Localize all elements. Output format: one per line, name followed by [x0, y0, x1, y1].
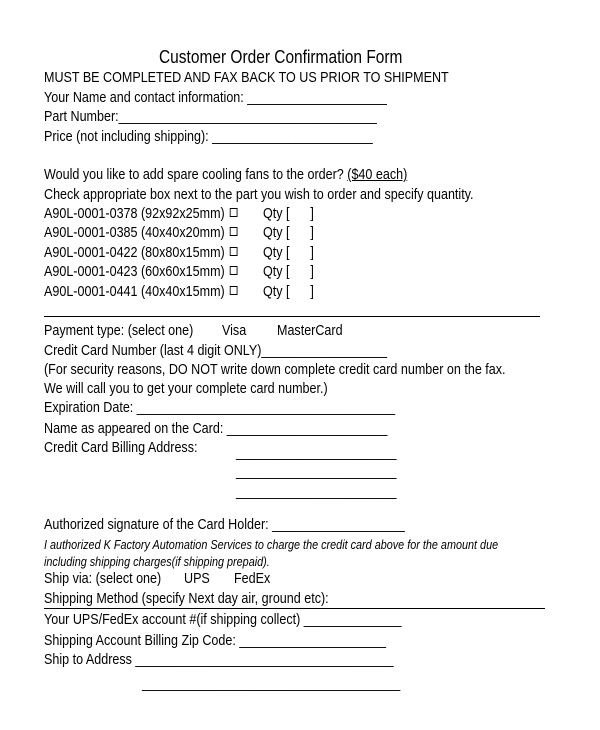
section-divider — [44, 608, 545, 609]
payment-type-row: Payment type: (select one) — [44, 323, 194, 339]
fan-checkbox[interactable] — [230, 208, 238, 217]
fan-part-row: A90L-0001-0441 (40x40x15mm) — [44, 283, 238, 301]
authorization-text-2: including shipping charges(if shipping prepaid). — [44, 555, 270, 569]
billing-zip-field[interactable]: Shipping Account Billing Zip Code: _____________________ — [44, 633, 386, 649]
cc-number-field[interactable]: Credit Card Number (last 4 digit ONLY)__________________ — [44, 343, 388, 359]
billing-address-line[interactable]: _______________________ — [236, 445, 397, 461]
fan-qty-field[interactable]: Qty [ ] — [263, 284, 314, 300]
form-subtitle: MUST BE COMPLETED AND FAX BACK TO US PRIOR TO SHIPMENT — [44, 70, 449, 86]
ship-to-address-line[interactable]: _____________________________________ — [142, 676, 401, 692]
part-number-field[interactable]: Part Number:_____________________________________ — [44, 109, 377, 125]
fans-price: ($40 each) — [347, 167, 408, 183]
section-divider — [44, 316, 540, 317]
security-note-2: We will call you to get your complete card number.) — [44, 381, 328, 397]
expiration-field[interactable]: Expiration Date: _____________________________________ — [44, 400, 396, 416]
fan-qty-field[interactable]: Qty [ ] — [263, 264, 314, 280]
fan-checkbox[interactable] — [230, 247, 238, 256]
shipping-method-field[interactable]: Shipping Method (specify Next day air, ground etc): — [44, 591, 329, 607]
billing-address-label: Credit Card Billing Address: — [44, 440, 198, 456]
ship-via-ups-option[interactable]: UPS — [184, 571, 210, 587]
fan-part-row: A90L-0001-0422 (80x80x15mm) — [44, 244, 238, 262]
fan-checkbox[interactable] — [230, 286, 238, 295]
fans-question: Would you like to add spare cooling fans to the order? ($40 each) — [44, 167, 408, 183]
fan-part-row: A90L-0001-0378 (92x92x25mm) — [44, 205, 238, 223]
fan-part-row: A90L-0001-0385 (40x40x20mm) — [44, 224, 238, 242]
name-on-card-field[interactable]: Name as appeared on the Card: _______________________ — [44, 421, 388, 437]
fan-checkbox[interactable] — [230, 266, 238, 275]
ship-to-address-field[interactable]: Ship to Address _____________________________________ — [44, 652, 394, 668]
contact-name-field[interactable]: Your Name and contact information: ____________________ — [44, 90, 387, 106]
shipping-account-field[interactable]: Your UPS/FedEx account #(if shipping collect) ______________ — [44, 612, 402, 628]
billing-address-line[interactable]: _______________________ — [236, 464, 397, 480]
authorization-text-1: I authorized K Factory Automation Services to charge the credit card above for the amount due — [44, 538, 499, 552]
ship-via-fedex-option[interactable]: FedEx — [234, 571, 271, 587]
fan-checkbox[interactable] — [230, 227, 238, 236]
fan-qty-field[interactable]: Qty [ ] — [263, 245, 314, 261]
form-title: Customer Order Confirmation Form — [159, 47, 403, 67]
payment-visa-option[interactable]: Visa — [222, 323, 247, 339]
fan-qty-field[interactable]: Qty [ ] — [263, 225, 314, 241]
fans-instruction: Check appropriate box next to the part you wish to order and specify quantity. — [44, 187, 474, 203]
security-note-1: (For security reasons, DO NOT write down complete credit card number on the fax. — [44, 362, 506, 378]
signature-field[interactable]: Authorized signature of the Card Holder: ___________________ — [44, 517, 405, 533]
price-field[interactable]: Price (not including shipping): _______________________ — [44, 129, 373, 145]
fan-part-row: A90L-0001-0423 (60x60x15mm) — [44, 263, 238, 281]
payment-mastercard-option[interactable]: MasterCard — [277, 323, 343, 339]
ship-via-label: Ship via: (select one) — [44, 571, 162, 587]
billing-address-line[interactable]: _______________________ — [236, 484, 397, 500]
fan-qty-field[interactable]: Qty [ ] — [263, 206, 314, 222]
